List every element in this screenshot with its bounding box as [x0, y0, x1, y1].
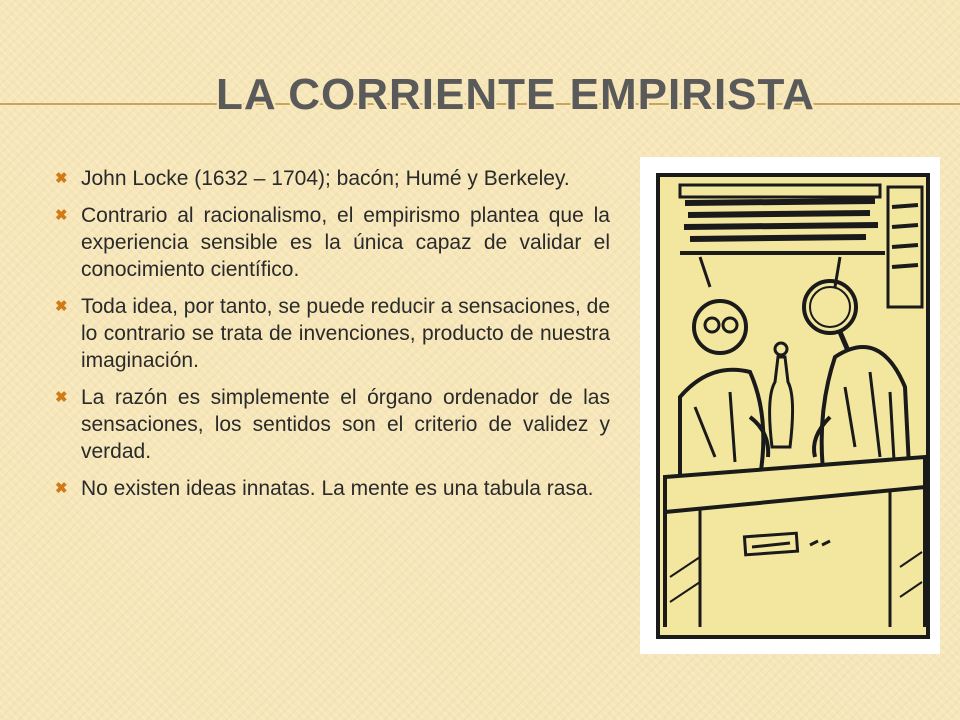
bullet-text: Contrario al racionalismo, el empirismo plantea que la experiencia sensible es la única capaz de validar el conocimiento científico. [81, 204, 610, 281]
bullet-item [55, 202, 610, 283]
bullet-item [55, 384, 610, 465]
bullet-text: John Locke (1632 – 1704); bacón; Humé y Berkeley. [81, 167, 570, 190]
x-mark-icon: ✖ [55, 170, 68, 187]
bullet-text: Toda idea, por tanto, se puede reducir a sensaciones, de lo contrario se trata de invenciones, producto de nuestra imaginación. [81, 295, 610, 372]
bullet-item [55, 475, 610, 502]
bullet-item [55, 165, 610, 192]
illustration-frame [640, 157, 940, 654]
bullet-text: No existen ideas innatas. La mente es una tabula rasa. [81, 477, 594, 500]
x-mark-icon: ✖ [55, 389, 68, 406]
x-mark-icon: ✖ [55, 480, 68, 497]
title-container [208, 70, 823, 120]
x-mark-icon: ✖ [55, 207, 68, 224]
slide-title: LA CORRIENTE EMPIRISTA [216, 70, 815, 119]
empiricist-illustration [640, 157, 940, 654]
bullet-text: La razón es simplemente el órgano ordenador de las sensaciones, los sentidos son el criterio de validez y verdad. [81, 386, 610, 463]
bullet-item [55, 293, 610, 374]
x-mark-icon: ✖ [55, 298, 68, 315]
bullet-list [55, 165, 610, 512]
